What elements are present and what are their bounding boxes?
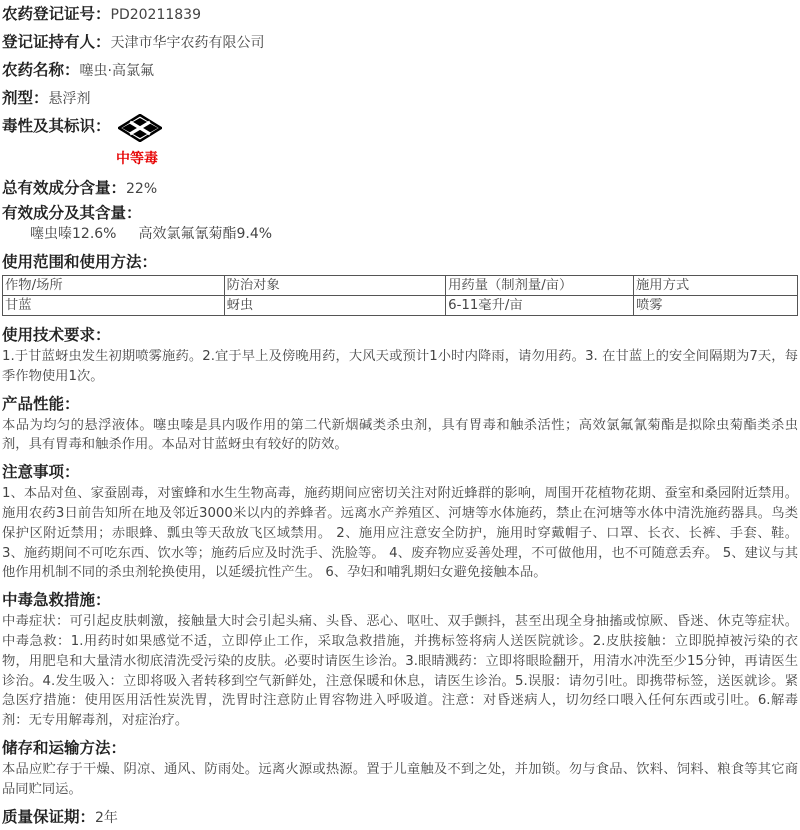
performance-section-text: 本品为均匀的悬浮液体。噻虫嗪是具内吸作用的第二代新烟碱类杀虫剂，具有胃毒和触杀活性；高效氯氟氰菊酯是拟除虫菊酯类杀虫剂，具有胃毒和触杀作用。本品对甘蓝蚜虫有较好的防效。: [2, 417, 798, 453]
holder-label: 登记证持有人：: [2, 33, 111, 51]
first-aid-section-text: 中毒症状：可引起皮肤刺激，接触量大时会引起头痛、头昏、恶心、呕吐、双手颤抖，甚至出现全身抽搐或惊厥、昏迷、休克等症状。 中毒急救：1.用药时如果感觉不适，立即停止工作，采取急救措施，并携标签将病人送医院就诊。2.皮肤接触：立即脱掉被污染的衣物，用肥皂和大量清水彻底清洗受污染的皮肤。必要时请医生诊治。3.眼睛溅药：立即将眼睑翻开，用清水冲洗至少15分钟，再请医生诊治。4.发生吸入：立即将吸入者转移到空气新鲜处，注意保暖和休息，请医生诊治。5.误服：请勿引吐。即携带标签，送医就诊。紧急医疗措施：使用医用活性炭洗胃，洗胃时注意防止胃容物进入呼吸道。注意：对昏迷病人，切勿经口喂入任何东西或引吐。6.解毒剂：无专用解毒剂，对症治疗。: [2, 614, 798, 729]
holder-row: [2, 28, 798, 56]
pesticide-label-document: [2, 0, 798, 829]
total-content-value: 22%: [126, 181, 158, 197]
toxicity-label: 毒性及其标识：: [2, 117, 111, 135]
pesticide-name-value: 噻虫·高氯氟: [79, 63, 154, 79]
tech-section-text: 1.于甘蓝蚜虫发生初期喷雾施药。2.宜于早上及傍晚用药，大风天或预计1小时内降雨，请勿用药。3. 在甘蓝上的安全间隔期为7天，每季作物使用1次。: [2, 349, 798, 384]
pesticide-name-row: [2, 56, 798, 84]
tech-section-title: 使用技术要求：: [2, 326, 111, 344]
formulation-value: 悬浮剂: [48, 91, 91, 107]
usage-cell-target: 蚜虫: [224, 296, 446, 316]
toxicity-block: [2, 112, 798, 172]
first-aid-section-title: 中毒急救措施：: [2, 591, 111, 610]
notes-section-title: 注意事项：: [2, 463, 80, 482]
pesticide-name-label: 农药名称：: [2, 61, 80, 79]
usage-cell-method: 喷雾: [634, 296, 798, 316]
notes-section-text: 1、本品对鱼、家蚕剧毒，对蜜蜂和水生生物高毒，施药期间应密切关注对附近蜂群的影响，周围开花植物花期、蚕室和桑园附近禁用。施用农药3日前告知所在地及邻近3000米以内的养蜂者。远离水产养殖区、河塘等水体施药，禁止在河塘等水体中清洗施药器具。鸟类保护区附近禁用；赤眼蜂、瓢虫等天敌放飞区域禁用。 2、施用应注意安全防护，施用时穿戴帽子、口罩、长衣、长裤、手套、鞋。 3、施药期间不可吃东西、饮水等；施药后应及时洗手、洗脸等。 4、废弃物应妥善处理，不可做他用，也不可随意丢弃。 5、建议与其他作用机制不同的杀虫剂轮换使用，以延缓抗性产生。 6、孕妇和哺乳期妇女避免接触本品。: [2, 486, 798, 581]
warranty-value: 2年: [95, 809, 118, 826]
warranty-label: 质量保证期：: [2, 807, 96, 826]
registration-number-row: [2, 0, 798, 28]
usage-cell-dosage: 6-11毫升/亩: [446, 296, 634, 316]
total-content-label: 总有效成分含量：: [2, 179, 127, 197]
usage-header-crop: 作物/场所: [3, 276, 225, 296]
ingredients-header-row: [2, 202, 798, 224]
storage-section-title: 储存和运输方法：: [2, 738, 127, 757]
ingredient-item: 噻虫嗪12.6%: [30, 226, 117, 242]
holder-value: 天津市华宇农药有限公司: [110, 35, 265, 51]
ingredients-label: 有效成分及其含量：: [2, 204, 142, 222]
warranty-row: [2, 805, 798, 829]
formulation-row: [2, 84, 798, 112]
formulation-label: 剂型：: [2, 89, 49, 107]
usage-table: [2, 275, 798, 316]
performance-section-title: 产品性能：: [2, 394, 80, 413]
usage-header-target: 防治对象: [224, 276, 446, 296]
table-row: [3, 296, 798, 316]
usage-table-header-row: [3, 276, 798, 296]
registration-number-label: 农药登记证号：: [2, 5, 111, 23]
storage-section-text: 本品应贮存于干燥、阴凉、通风、防雨处。远离火源或热源。置于儿童触及不到之处，并加锁。勿与食品、饮料、饲料、粮食等其它商品同贮同运。: [2, 761, 798, 797]
ingredient-item: 高效氯氟氰菊酯9.4%: [138, 226, 273, 242]
usage-header-dosage: 用药量（制剂量/亩）: [446, 276, 634, 296]
usage-header-method: 施用方式: [634, 276, 798, 296]
ingredients-list: [2, 224, 798, 246]
usage-cell-crop: 甘蓝: [3, 296, 225, 316]
registration-number-value: PD20211839: [110, 7, 201, 23]
toxicity-level: 中等毒: [116, 151, 158, 167]
usage-section-title: 使用范围和使用方法：: [2, 253, 158, 271]
toxicity-diamond-icon: [118, 114, 162, 142]
total-content-row: [2, 174, 798, 202]
